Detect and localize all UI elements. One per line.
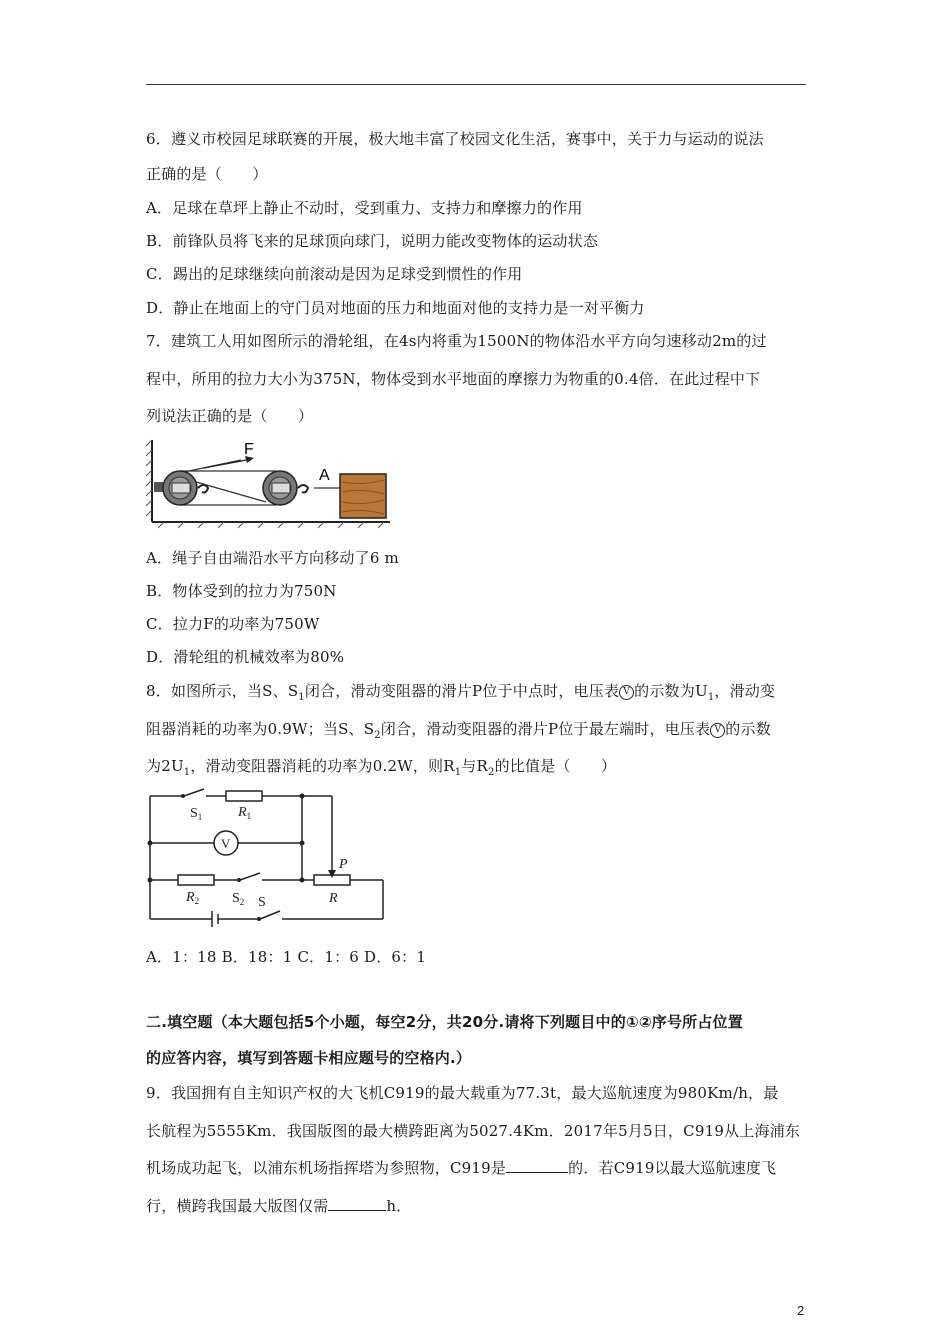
q7-stem-line3: 列说法正确的是（ ） <box>146 407 314 425</box>
q7-option-c: C．拉力F的功率为750W <box>146 615 320 633</box>
q8-stem-line2: 阻器消耗的功率为0.9W；当S、$S_2$闭合，滑动变阻器的滑片P位于最左端时，电压表 V 的示数 <box>146 720 771 741</box>
page-number: 2 <box>797 1303 805 1318</box>
answer-blank-1 <box>506 1157 568 1173</box>
q9-line3: 机场成功起飞，以浦东机场指挥塔为参照物，C919是 的．若C919以最大巡航速度飞 <box>146 1159 777 1177</box>
section2-heading-line2: 的应答内容，填写到答题卡相应题号的空格内.） <box>146 1049 472 1067</box>
q6-option-b: B．前锋队员将飞来的足球顶向球门，说明力能改变物体的运动状态 <box>146 232 599 250</box>
header-rule <box>146 84 806 85</box>
q7-stem-line1: 7．建筑工人用如图所示的滑轮组，在4s内将重为1500N的物体沿水平方向匀速移动2m的过 <box>146 332 767 350</box>
label-P: P <box>339 857 348 872</box>
label-A: A <box>319 467 330 484</box>
label-V: V <box>221 836 231 851</box>
q9-line1: 9．我国拥有自主知识产权的大飞机C919的最大载重为77.3t，最大巡航速度为980Km/h，最 <box>146 1084 779 1102</box>
label-S1: $S_1$ <box>190 806 203 822</box>
voltmeter-icon: V <box>710 723 725 738</box>
q6-option-d: D．静止在地面上的守门员对地面的压力和地面对他的支持力是一对平衡力 <box>146 299 645 317</box>
voltmeter-icon: V <box>619 685 634 700</box>
q8-options: A．1：18 B．18：1 C．1：6 D．6：1 <box>146 948 427 966</box>
q6-stem-line1: 6．遵义市校园足球联赛的开展，极大地丰富了校园文化生活，赛事中，关于力与运动的说法 <box>146 130 764 148</box>
label-S2: $S_2$ <box>232 891 245 907</box>
label-R1: $R_1$ <box>238 805 252 821</box>
label-R2: $R_2$ <box>186 890 200 906</box>
q9-line4: 行，横跨我国最大版图仅需 h． <box>146 1197 412 1215</box>
q7-option-b: B．物体受到的拉力为750N <box>146 582 337 600</box>
label-F: F <box>244 441 254 458</box>
q7-stem-line2: 程中，所用的拉力大小为375N，物体受到水平地面的摩擦力为物重的0.4倍．在此过程中下 <box>146 370 761 388</box>
q6-stem-line2: 正确的是（ ） <box>146 165 268 183</box>
q8-stem-line1: 8．如图所示，当S、$S_1$闭合，滑动变阻器的滑片P位于中点时，电压表 V 的示数为$U_1$，滑动变 <box>146 682 776 703</box>
label-R: R <box>329 891 338 906</box>
pulley-figure <box>146 438 392 530</box>
circuit-figure <box>146 786 391 936</box>
q6-option-c: C．踢出的足球继续向前滚动是因为足球受到惯性的作用 <box>146 265 523 283</box>
q6-option-a: A．足球在草坪上静止不动时，受到重力、支持力和摩擦力的作用 <box>146 199 583 217</box>
section2-heading-line1: 二.填空题（本大题包括5个小题，每空2分，共20分.请将下列题目中的①②序号所占位置 <box>146 1013 743 1031</box>
q7-option-a: A．绳子自由端沿水平方向移动了6 m <box>146 549 399 567</box>
answer-blank-2 <box>328 1195 386 1211</box>
q7-option-d: D．滑轮组的机械效率为80% <box>146 648 345 666</box>
label-S: S <box>258 895 266 910</box>
q8-stem-line3: 为$2U_1$，滑动变阻器消耗的功率为0.2W，则$R_1$与$R_2$的比值是（ ） <box>146 757 617 778</box>
q9-line2: 长航程为5555Km．我国版图的最大横跨距离为5027.4Km．2017年5月5日，C919从上海浦东 <box>146 1122 801 1140</box>
